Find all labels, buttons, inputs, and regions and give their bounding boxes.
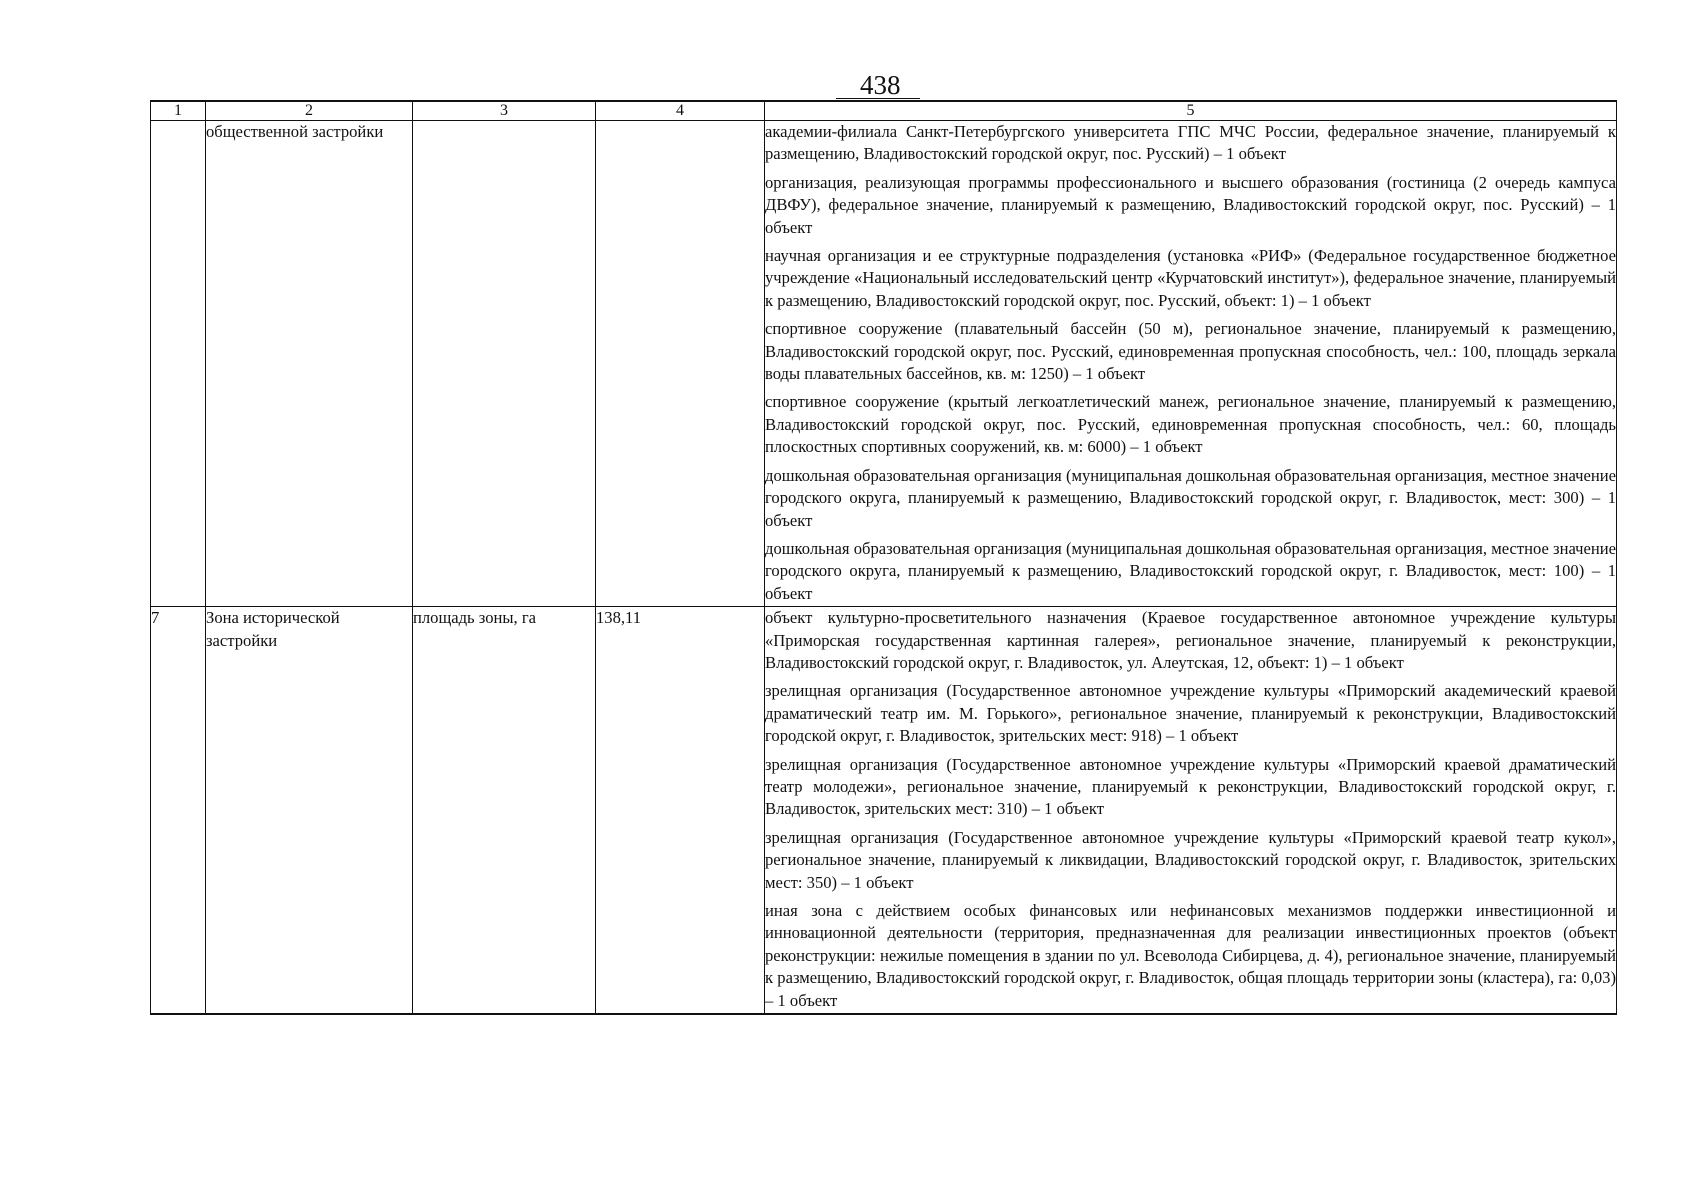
object-entry: зрелищная организация (Государственное автономное учреждение культуры «Приморский краевой драматический театр молодежи», региональное значение, планируемый к реконструкции, Владивостокский городской округ, г. Владивосток, зрительских мест: 310) – 1 объект: [765, 754, 1616, 819]
object-entry: спортивное сооружение (крытый легкоатлетический манеж, региональное значение, планируемый к размещению, Владивостокский городской округ, пос. Русский, единовременная пропускная способность, чел.: 60, площадь плоскостных спортивных сооружений, кв. м: 6000) – 1 объект: [765, 392, 1616, 457]
object-entry: зрелищная организация (Государственное автономное учреждение культуры «Приморский краевой театр кукол», региональное значение, планируемый к ликвидации, Владивостокский городской округ, г. Владивосток, зрительских мест: 350) – 1 объект: [765, 827, 1616, 892]
page-number: 438: [860, 70, 901, 100]
table-row: [151, 607, 1617, 1014]
object-entry: дошкольная образовательная организация (муниципальная дошкольная образовательная организация, местное значение городского округа, планируемый к размещению, Владивостокский городской округ, г. Владивосток, мест: 100) – 1 объект: [765, 538, 1616, 603]
object-entry: научная организация и ее структурные подразделения (установка «РИФ» (Федеральное государственное бюджетное учреждение «Национальный исследовательский центр «Курчатовский институт»), федеральное значение, планируемый к размещению, Владивостокский городской округ, пос. Русский, объект: 1) – 1 объект: [765, 246, 1616, 310]
objects-cell: [765, 607, 1617, 1014]
value-cell: [596, 121, 765, 607]
zones-table: [150, 100, 1617, 1015]
row-number-cell: [151, 121, 206, 607]
column-number-header-row: [151, 101, 1617, 121]
table-row: [151, 121, 1617, 607]
object-entry: академии-филиала Санкт-Петербургского университета ГПС МЧС России, федеральное значение, планируемый к размещению, Владивостокский городской округ, пос. Русский) – 1 объект: [765, 122, 1616, 164]
objects-cell: [765, 121, 1617, 607]
object-entry: спортивное сооружение (плавательный бассейн (50 м), региональное значение, планируемый к размещению, Владивостокский городской округ, пос. Русский, единовременная пропускная способность, чел.: 100, площадь зеркала воды плавательных бассейнов, кв. м: 1250) – 1 объект: [765, 319, 1616, 384]
zone-name-cell: общественной застройки: [206, 121, 413, 607]
object-entry: организация, реализующая программы профессионального и высшего образования (гостиница (2 очередь кампуса ДВФУ), федеральное значение, планируемый к размещению, Владивостокский городской округ, пос. Русский) – 1 объект: [765, 172, 1616, 237]
column-header-5: 5: [765, 101, 1617, 121]
column-header-1: 1: [151, 101, 206, 121]
column-header-2: 2: [206, 101, 413, 121]
object-entry: объект культурно-просветительного назначения (Краевое государственное автономное учреждение культуры «Приморская государственная картинная галерея», региональное значение, планируемый к реконструкции, Владивостокский городской округ, г. Владивосток, ул. Алеутская, 12, объект: 1) – 1 объект: [765, 608, 1616, 672]
column-header-3: 3: [413, 101, 596, 121]
parameter-cell: [413, 121, 596, 607]
parameter-cell: площадь зоны, га: [413, 607, 596, 1014]
object-entry: иная зона с действием особых финансовых или нефинансовых механизмов поддержки инвестиционной и инновационной деятельности (территория, предназначенная для реализации инвестиционных проектов (объект реконструкции: нежилые помещения в здании по ул. Всеволода Сибирцева, д. 4), региональное значение, планируемый к размещению, Владивостокский городской округ, г. Владивосток, общая площадь территории зоны (кластера), га: 0,03) – 1 объект: [765, 901, 1616, 1010]
zone-name-cell: Зона исторической застройки: [206, 607, 413, 1014]
page-number-underline: [836, 98, 920, 99]
row-number-cell: 7: [151, 607, 206, 1014]
value-cell: 138,11: [596, 607, 765, 1014]
column-header-4: 4: [596, 101, 765, 121]
object-entry: зрелищная организация (Государственное автономное учреждение культуры «Приморский академический краевой драматический театр им. М. Горького», региональное значение, планируемый к реконструкции, Владивостокский городской округ, г. Владивосток, зрительских мест: 918) – 1 объект: [765, 681, 1616, 746]
object-entry: дошкольная образовательная организация (муниципальная дошкольная образовательная организация, местное значение городского округа, планируемый к размещению, Владивостокский городской округ, г. Владивосток, мест: 300) – 1 объект: [765, 465, 1616, 530]
